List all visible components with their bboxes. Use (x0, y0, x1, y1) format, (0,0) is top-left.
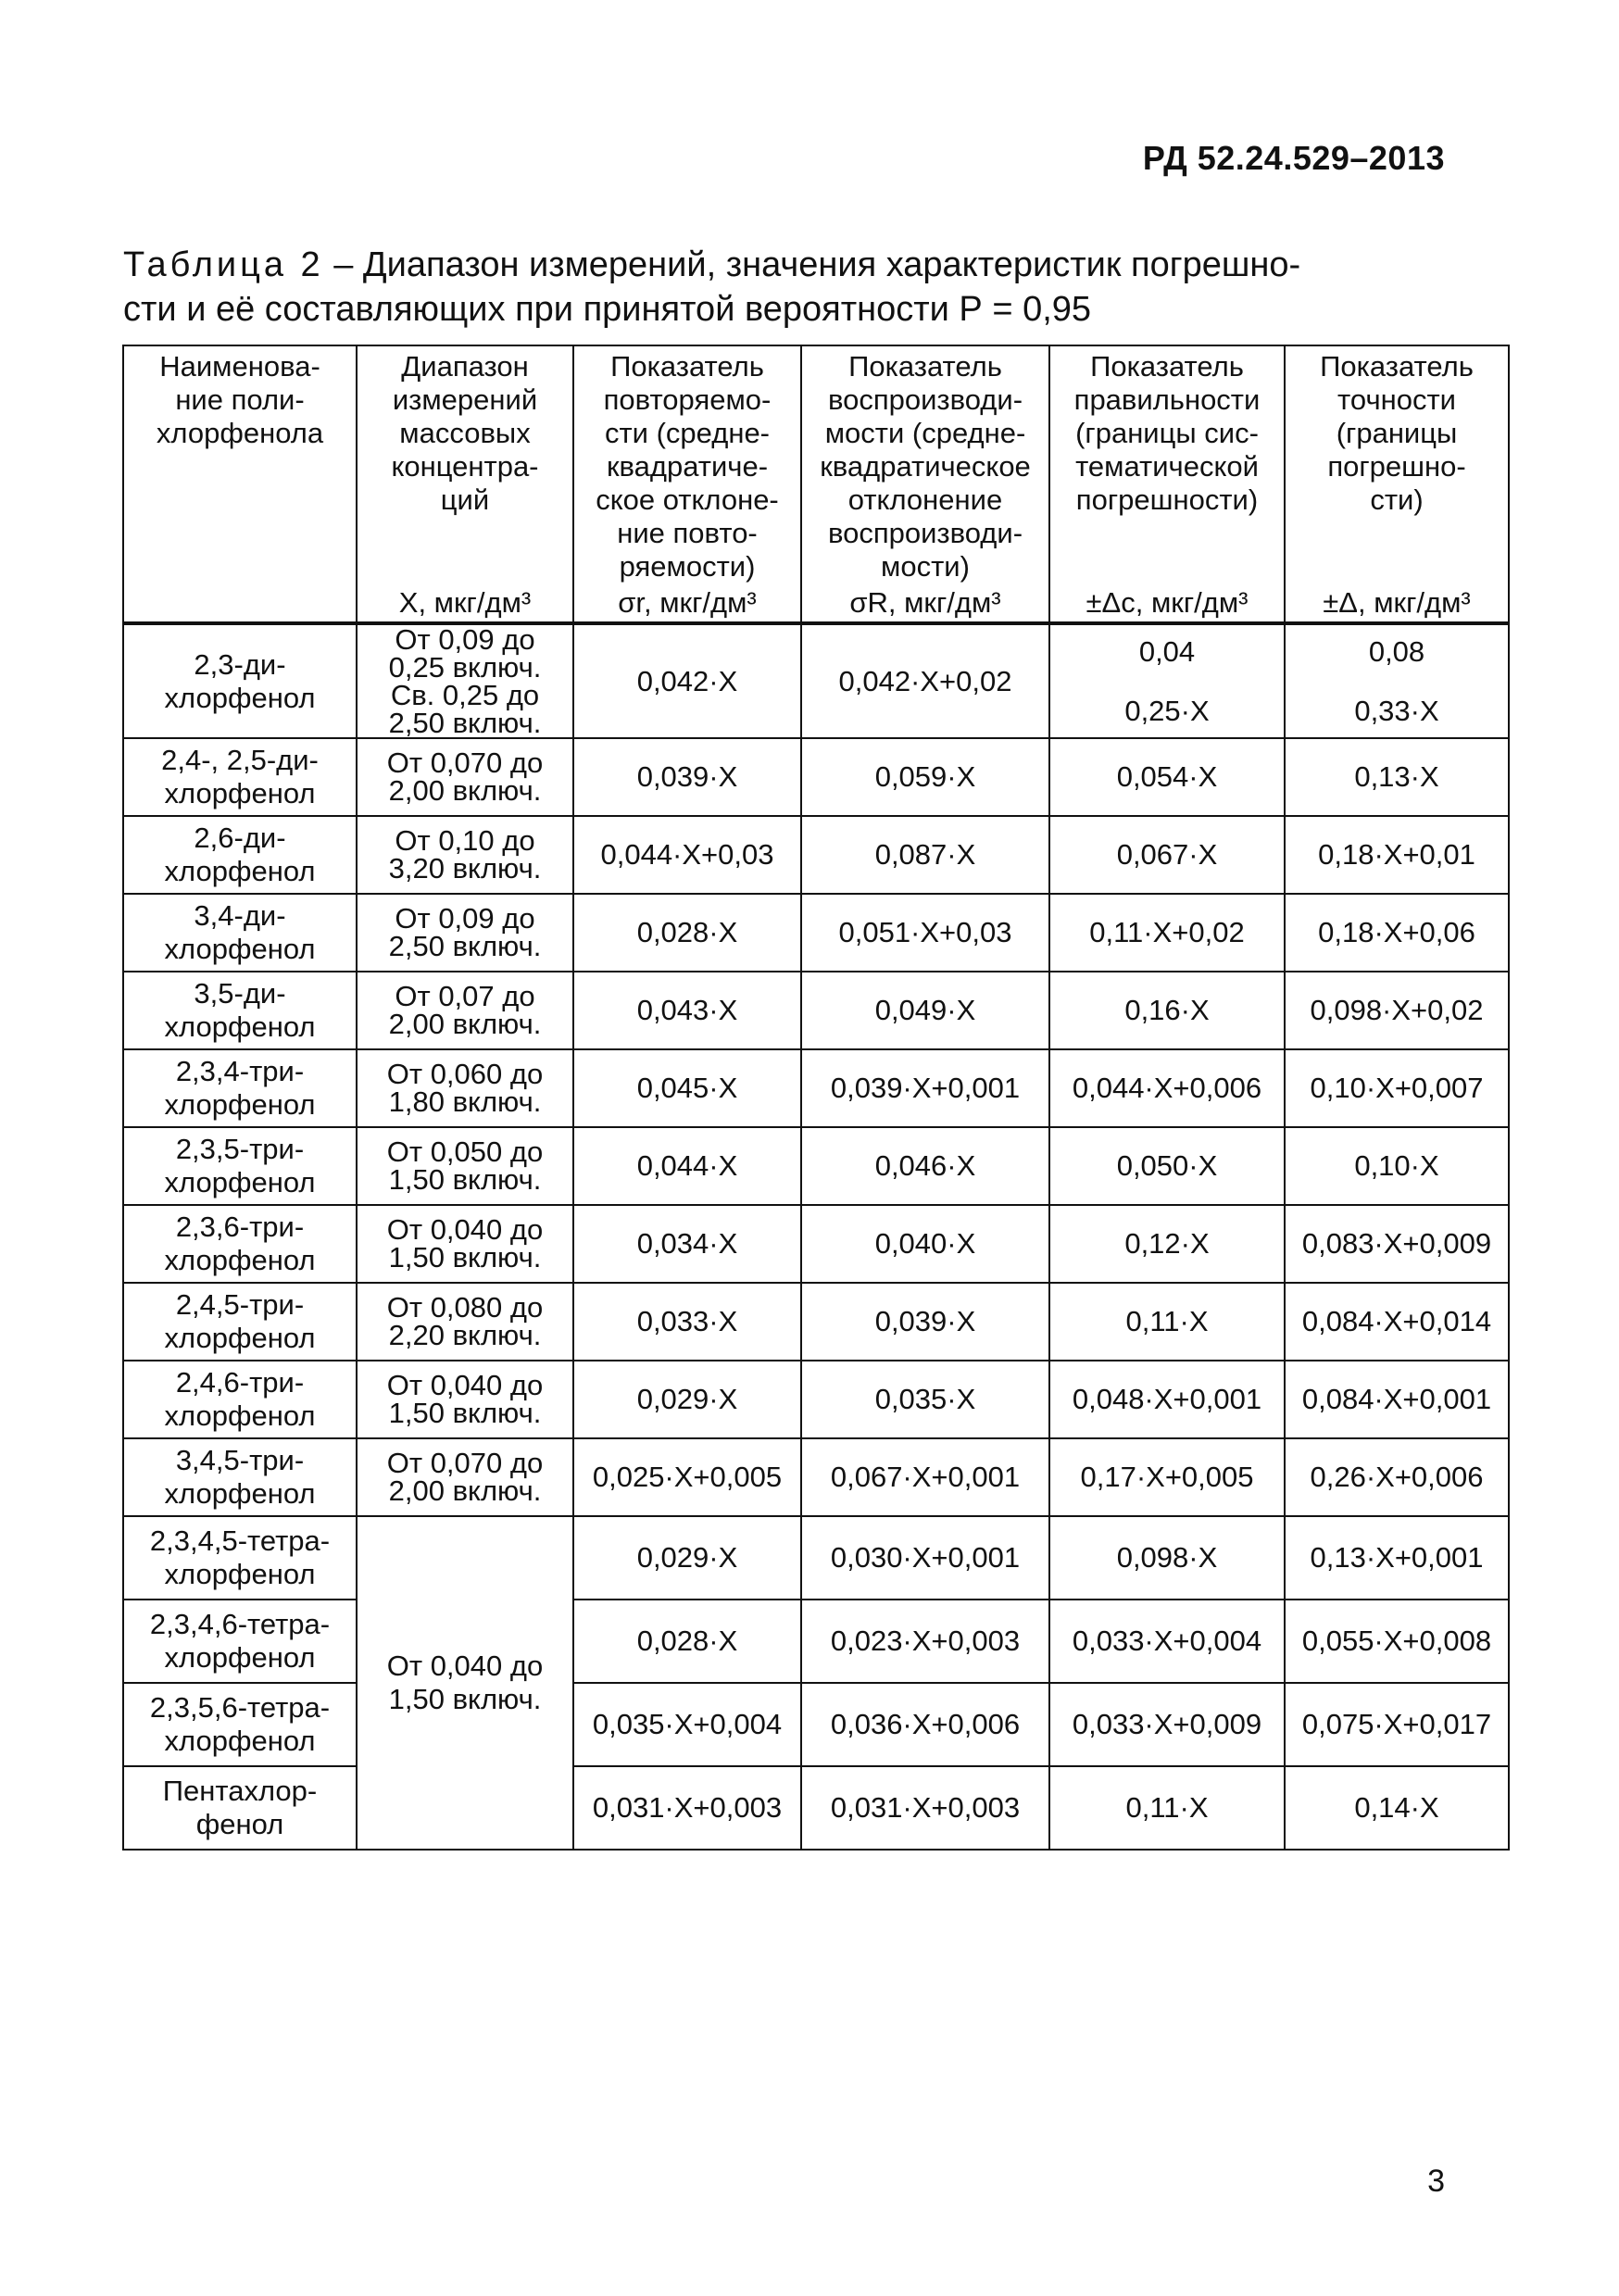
cell-repeatability: 0,031·X+0,003 (573, 1766, 801, 1850)
column-header-reproducibility (801, 345, 1049, 623)
column-header-title: Диапазон измерений массовых концентра- ций (391, 350, 539, 516)
cell-correctness: 0,044·X+0,006 (1049, 1049, 1285, 1127)
cell-reproducibility: 0,040·X (801, 1205, 1049, 1283)
cell-compound-name: 3,4-ди- хлорфенол (123, 894, 357, 972)
cell-compound-name: 2,3-ди- хлорфенол (123, 623, 357, 738)
column-header-title: Показатель правильности (границы сис- тематической погрешности) (1073, 350, 1261, 516)
cell-concentration-range: От 0,060 до 1,80 включ. (357, 1049, 573, 1127)
cell-accuracy (1285, 623, 1509, 738)
column-header-name (123, 345, 357, 623)
cell-repeatability: 0,033·X (573, 1283, 801, 1361)
table-row (123, 1283, 1509, 1361)
measurement-table (122, 345, 1510, 1851)
column-header-range (357, 345, 573, 623)
cell-compound-name: 2,3,5,6-тетра- хлорфенол (123, 1683, 357, 1766)
table-row (123, 894, 1509, 972)
cell-correctness: 0,033·X+0,009 (1049, 1683, 1285, 1766)
table-row (123, 1205, 1509, 1283)
cell-compound-name: 3,4,5-три- хлорфенол (123, 1438, 357, 1516)
cell-concentration-range: От 0,09 до 0,25 включ. Св. 0,25 до 2,50 включ. (357, 623, 573, 738)
cell-reproducibility: 0,042·X+0,02 (801, 623, 1049, 738)
cell-reproducibility: 0,036·X+0,006 (801, 1683, 1049, 1766)
cell-reproducibility: 0,067·X+0,001 (801, 1438, 1049, 1516)
table-body (123, 623, 1509, 1850)
cell-accuracy: 0,083·X+0,009 (1285, 1205, 1509, 1283)
cell-correctness: 0,16·X (1049, 972, 1285, 1049)
cell-accuracy: 0,075·X+0,017 (1285, 1683, 1509, 1766)
cell-compound-name: 2,4,6-три- хлорфенол (123, 1361, 357, 1438)
cell-compound-name: 2,6-ди- хлорфенол (123, 816, 357, 894)
cell-compound-name: Пентахлор- фенол (123, 1766, 357, 1850)
cell-concentration-range: От 0,080 до 2,20 включ. (357, 1283, 573, 1361)
cell-compound-name: 2,3,4,6-тетра- хлорфенол (123, 1600, 357, 1683)
cell-correctness: 0,11·X (1049, 1283, 1285, 1361)
cell-correctness: 0,11·X (1049, 1766, 1285, 1850)
cell-compound-name: 2,4-, 2,5-ди- хлорфенол (123, 738, 357, 816)
cell-compound-name: 2,3,6-три- хлорфенол (123, 1205, 357, 1283)
cell-correctness: 0,11·X+0,02 (1049, 894, 1285, 972)
column-header-title: Показатель воспроизводи- мости (средне- квадратическое отклонение воспроизводи- мости) (820, 350, 1031, 583)
column-header-title: Показатель повторяемо- сти (средне- квадратиче- ское отклоне- ние повто- ряемости) (596, 350, 779, 583)
cell-accuracy: 0,084·X+0,001 (1285, 1361, 1509, 1438)
cell-correctness (1049, 623, 1285, 738)
cell-repeatability: 0,028·X (573, 1600, 801, 1683)
cell-accuracy: 0,13·X (1285, 738, 1509, 816)
column-header-unit: ±Δ, мкг/дм³ (1323, 586, 1471, 619)
document-code: РД 52.24.529–2013 (1142, 139, 1445, 177)
cell-concentration-range: От 0,09 до 2,50 включ. (357, 894, 573, 972)
cell-accuracy: 0,10·X (1285, 1127, 1509, 1205)
cell-correctness: 0,050·X (1049, 1127, 1285, 1205)
column-header-title: Наименова- ние поли- хлорфенола (156, 350, 324, 449)
cell-reproducibility: 0,059·X (801, 738, 1049, 816)
cell-concentration-range: От 0,07 до 2,00 включ. (357, 972, 573, 1049)
cell-concentration-range: От 0,070 до 2,00 включ. (357, 738, 573, 816)
cell-compound-name: 2,3,5-три- хлорфенол (123, 1127, 357, 1205)
table-row (123, 1600, 1509, 1683)
column-header-repeatability (573, 345, 801, 623)
table-header-row (123, 345, 1509, 623)
page-number: 3 (1427, 2164, 1445, 2199)
caption-text-line1: – Диапазон измерений, значения характеристик погрешно- (323, 245, 1301, 284)
cell-compound-name: 3,5-ди- хлорфенол (123, 972, 357, 1049)
cell-accuracy: 0,084·X+0,014 (1285, 1283, 1509, 1361)
cell-correctness: 0,12·X (1049, 1205, 1285, 1283)
cell-accuracy: 0,10·X+0,007 (1285, 1049, 1509, 1127)
cell-reproducibility: 0,049·X (801, 972, 1049, 1049)
table-row (123, 972, 1509, 1049)
cell-repeatability: 0,044·X (573, 1127, 801, 1205)
table-row (123, 1516, 1509, 1600)
cell-correctness-value: 0,04 (1138, 634, 1196, 668)
cell-correctness: 0,048·X+0,001 (1049, 1361, 1285, 1438)
table-row (123, 623, 1509, 738)
table-row (123, 1361, 1509, 1438)
table-row (123, 1049, 1509, 1127)
table-row (123, 738, 1509, 816)
cell-repeatability: 0,028·X (573, 894, 801, 972)
cell-accuracy: 0,13·X+0,001 (1285, 1516, 1509, 1600)
caption-text-line2: сти и её составляющих при принятой вероятности Р = 0,95 (123, 290, 1092, 329)
cell-correctness: 0,033·X+0,004 (1049, 1600, 1285, 1683)
column-header-accuracy (1285, 345, 1509, 623)
cell-accuracy: 0,18·X+0,01 (1285, 816, 1509, 894)
column-header-unit: σR, мкг/дм³ (849, 586, 1001, 619)
table-caption (123, 243, 1457, 332)
cell-repeatability: 0,042·X (573, 623, 801, 738)
cell-accuracy: 0,26·X+0,006 (1285, 1438, 1509, 1516)
column-header-unit: ±Δc, мкг/дм³ (1086, 586, 1249, 619)
column-header-title: Показатель точности (границы погрешно- сти) (1320, 350, 1474, 516)
cell-accuracy: 0,18·X+0,06 (1285, 894, 1509, 972)
cell-correctness: 0,067·X (1049, 816, 1285, 894)
cell-compound-name: 2,3,4,5-тетра- хлорфенол (123, 1516, 357, 1600)
cell-repeatability: 0,043·X (573, 972, 801, 1049)
cell-accuracy-value: 0,08 (1368, 634, 1425, 668)
cell-concentration-range: От 0,10 до 3,20 включ. (357, 816, 573, 894)
cell-reproducibility: 0,035·X (801, 1361, 1049, 1438)
cell-repeatability: 0,044·X+0,03 (573, 816, 801, 894)
cell-correctness: 0,17·X+0,005 (1049, 1438, 1285, 1516)
cell-reproducibility: 0,039·X+0,001 (801, 1049, 1049, 1127)
table-row (123, 1438, 1509, 1516)
cell-repeatability: 0,034·X (573, 1205, 801, 1283)
cell-concentration-range: От 0,050 до 1,50 включ. (357, 1127, 573, 1205)
cell-repeatability: 0,029·X (573, 1516, 801, 1600)
cell-reproducibility: 0,039·X (801, 1283, 1049, 1361)
cell-repeatability: 0,035·X+0,004 (573, 1683, 801, 1766)
table-row (123, 1683, 1509, 1766)
table-row (123, 816, 1509, 894)
cell-reproducibility: 0,031·X+0,003 (801, 1766, 1049, 1850)
cell-concentration-range: От 0,070 до 2,00 включ. (357, 1438, 573, 1516)
cell-reproducibility: 0,087·X (801, 816, 1049, 894)
cell-repeatability: 0,045·X (573, 1049, 801, 1127)
cell-correctness-value: 0,25·X (1124, 694, 1210, 727)
cell-repeatability: 0,029·X (573, 1361, 801, 1438)
column-header-correctness (1049, 345, 1285, 623)
cell-correctness: 0,054·X (1049, 738, 1285, 816)
cell-compound-name: 2,4,5-три- хлорфенол (123, 1283, 357, 1361)
cell-accuracy: 0,098·X+0,02 (1285, 972, 1509, 1049)
cell-accuracy-value: 0,33·X (1354, 694, 1439, 727)
table-row (123, 1127, 1509, 1205)
cell-accuracy: 0,055·X+0,008 (1285, 1600, 1509, 1683)
cell-reproducibility: 0,030·X+0,001 (801, 1516, 1049, 1600)
column-header-unit: X, мкг/дм³ (398, 586, 532, 619)
cell-reproducibility: 0,051·X+0,03 (801, 894, 1049, 972)
cell-compound-name: 2,3,4-три- хлорфенол (123, 1049, 357, 1127)
cell-concentration-range: От 0,040 до 1,50 включ. (357, 1361, 573, 1438)
cell-concentration-range: От 0,040 до 1,50 включ. (357, 1516, 573, 1850)
caption-label: Таблица 2 (123, 245, 324, 284)
table-row (123, 1766, 1509, 1850)
cell-repeatability: 0,039·X (573, 738, 801, 816)
cell-repeatability: 0,025·X+0,005 (573, 1438, 801, 1516)
column-header-unit: σr, мкг/дм³ (618, 586, 757, 619)
cell-reproducibility: 0,023·X+0,003 (801, 1600, 1049, 1683)
cell-reproducibility: 0,046·X (801, 1127, 1049, 1205)
cell-concentration-range: От 0,040 до 1,50 включ. (357, 1205, 573, 1283)
cell-correctness: 0,098·X (1049, 1516, 1285, 1600)
cell-accuracy: 0,14·X (1285, 1766, 1509, 1850)
